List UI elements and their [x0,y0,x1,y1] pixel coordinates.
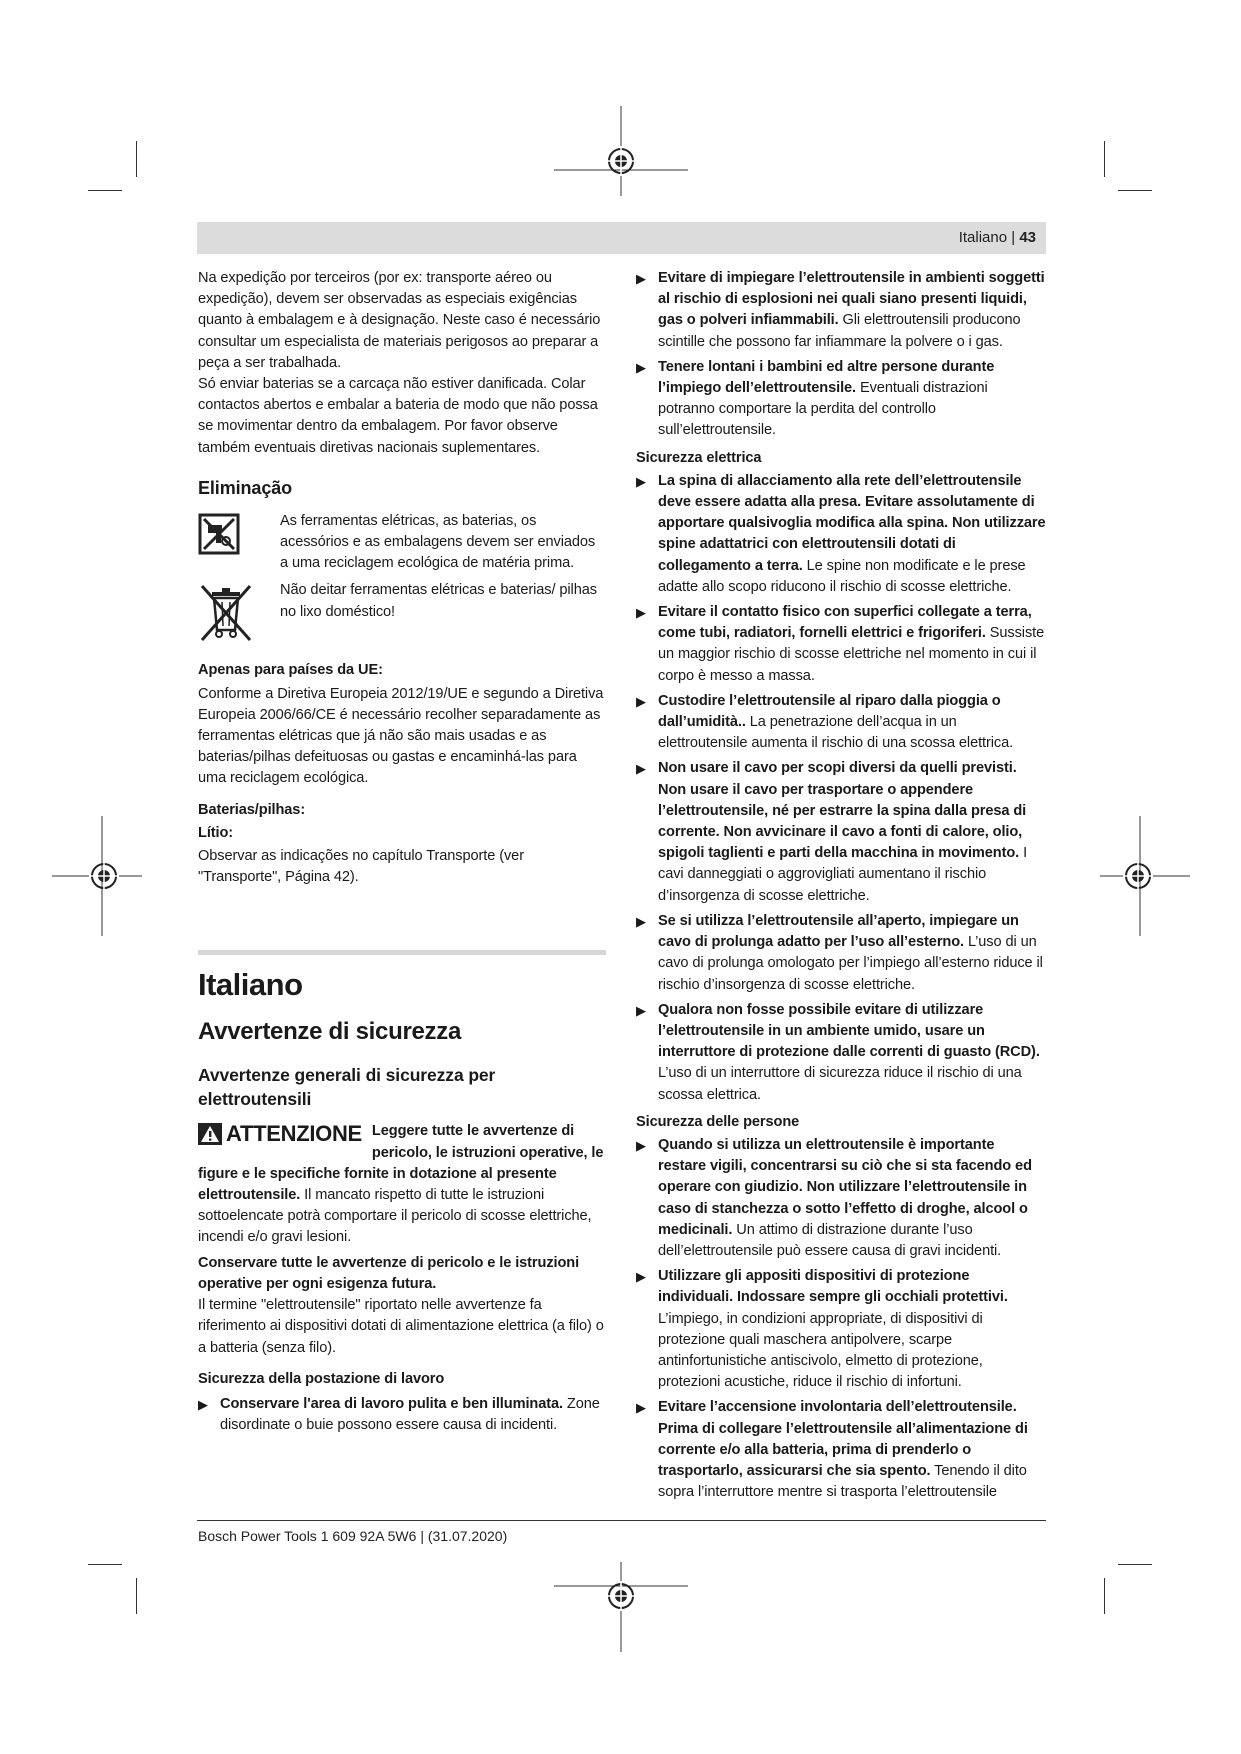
list-item [636,357,1046,442]
bullet-text: Le spine non modificate e le prese adatte allo scopo riducono il rischio di scosse elettriche. [658,557,1026,595]
eu-heading: Apenas para países da UE: [198,662,383,679]
bullet-bold: Custodire l’elettroutensile al riparo dalla pioggia o dall’umidità.. [658,692,1001,731]
bullet-text: L’impiego, in condizioni appropriate, di dispositivi di protezione quali maschera antipolvere, scarpe antinfortunistiche antiscivolo, elmetto di protezione, protezioni acustiche, riduce il rischio di infortuni. [658,1310,983,1391]
electrical-safety-heading: Sicurezza elettrica [636,449,762,466]
bullet-triangle-icon: ▶ [636,1400,646,1416]
section-title: Italiano [198,967,303,1003]
disposal-text-recycle: As ferramentas elétricas, as baterias, os acessórios e as embalagens devem ser enviados a uma reciclagem ecológica de matéria prima. [280,512,596,572]
bullet-text: Tenendo il dito sopra l’interruttore mentre si trasporta l’elettroutensile [658,1462,1027,1501]
crossed-bin-icon [198,582,254,644]
left-column [198,268,606,1440]
crop-mark [88,1564,122,1565]
list-item [636,268,1046,353]
warning-triangle-icon [198,1123,222,1145]
section-divider [198,950,606,955]
crop-mark [1104,141,1105,177]
recycle-tools-icon [198,513,240,555]
bullet-triangle-icon: ▶ [636,1269,646,1285]
list-item [636,471,1046,598]
registration-mark-left [52,816,142,936]
bullet-bold: Qualora non fosse possibile evitare di utilizzare l’elettroutensile in un ambiente umido, usare un interruttore di protezione dalle correnti di guasto (RCD). [658,1001,1040,1061]
bullet-bold: Se si utilizza l’elettroutensile all’aperto, impiegare un cavo di prolunga adatto per l’uso all’esterno. [658,912,1019,951]
bullet-text: Un attimo di distrazione durante l’uso dell’elettroutensile può essere causa di gravi incidenti. [658,1221,1002,1259]
bullet-bold: Conservare l'area di lavoro pulita e ben illuminata. [220,1395,563,1412]
crop-mark [1118,190,1152,191]
keep-instructions-text: Conservare tutte le avvertenze di pericolo e le istruzioni operative per ogni esigenza futura. [198,1254,580,1292]
safety-heading: Avvertenze di sicurezza [198,1018,461,1046]
bullet-text: I cavi danneggiati o aggrovigliati aumentano il rischio d’insorgenza di scosse elettriche. [658,845,1028,904]
bullet-text: Eventuali distrazioni potranno comportare la perdita del controllo sull’elettroutensile. [658,380,988,439]
bullet-triangle-icon: ▶ [198,1396,208,1412]
bullet-bold: La spina di allacciamento alla rete dell’elettroutensile deve essere adatta alla presa. Evitare assolutamente di apportare qualsivoglia modifica alla spina. Non utilizzare spine adattatrici con elettroutensili dotati di collegamento a terra. [658,472,1046,574]
bullet-triangle-icon: ▶ [636,913,646,929]
header-separator: | [1011,229,1016,246]
list-item [636,1397,1046,1503]
bullet-text: Zone disordinate o buie possono essere causa di incidenti. [220,1395,600,1434]
page-number: 43 [1019,229,1036,246]
disposal-row-recycle [198,511,606,575]
page-header [197,222,1046,254]
footer-divider [197,1520,1046,1521]
registration-mark-right [1100,816,1190,936]
bullet-triangle-icon: ▶ [636,1002,646,1018]
header-text [959,229,1036,246]
bullet-bold: Utilizzare gli appositi dispositivi di protezione individuali. Indossare sempre gli occhiali protettivi. [658,1268,1008,1306]
list-item [636,691,1046,755]
warning-block [198,1121,606,1248]
bullet-bold: Quando si utilizza un elettroutensile è importante restare vigili, concentrarsi su ciò che si sta facendo ed operare con giudizio. Non utilizzare l’elettroutensile in caso di stanchezza o sotto l’effetto di droghe, alcool o medicinali. [658,1136,1032,1238]
bullet-text: Gli elettroutensili producono scintille che possono far infiammare la polvere o i gas. [658,312,1021,350]
bullet-triangle-icon: ▶ [636,605,646,621]
page-footer: Bosch Power Tools 1 609 92A 5W6 | (31.07.2020) [198,1528,508,1544]
crop-mark [88,190,122,191]
crop-mark [1118,1564,1152,1565]
bullet-triangle-icon: ▶ [636,359,646,375]
bullet-triangle-icon: ▶ [636,761,646,777]
personal-safety-heading: Sicurezza delle persone [636,1113,800,1130]
warning-label [198,1121,362,1147]
lithium-heading: Lítio: [198,824,234,841]
shipping-paragraph: Na expedição por terceiros (por ex: transporte aéreo ou expedição), devem ser observadas as especiais exigências quanto à embalagem e à designação. Neste caso é necessário consultar um especialista de materiais perigosos ao preparar a peça a ser trabalhada. [198,270,601,371]
disposal-row-bin [198,580,606,644]
workplace-safety-heading: Sicurezza della postazione di lavoro [198,1370,445,1387]
bullet-text: La penetrazione dell’acqua in un elettroutensile aumenta il rischio di una scossa elettrica. [658,714,1014,752]
list-item [198,1394,606,1436]
list-item [636,758,1046,906]
batteries-heading: Baterias/pilhas: [198,801,306,818]
crop-mark [136,1578,137,1614]
header-language: Italiano [958,229,1008,246]
bullet-text: L’uso di un cavo di prolunga omologato per l’impiego all’esterno riduce il rischio d’insorgenza di scosse elettriche. [658,934,1043,993]
term-definition-text: Il termine "elettroutensile" riportato nelle avvertenze fa riferimento ai dispositivi dotati di alimentazione elettrica (a filo) o a batteria (senza filo). [198,1297,604,1356]
warning-bold-text: Leggere tutte le avvertenze di pericolo, le istruzioni operative, le figure e le specifiche fornite in dotazione al presente elettroutensile. [198,1123,604,1204]
general-safety-heading: Avvertenze generali di sicurezza per elettroutensili [198,1065,496,1110]
warning-label-text: ATTENZIONE [226,1121,362,1147]
bullet-text: L’uso di un interruttore di sicurezza riduce il rischio di una scossa elettrica. [658,1065,1022,1103]
bullet-bold: Non usare il cavo per scopi diversi da quelli previsti. Non usare il cavo per trasportare o appendere l’elettroutensile, né per estrarre la spina dalla presa di corrente. Non avvicinare il cavo a fonti di calore, olio, spigoli taglienti e parti della macchina in movimento. [658,760,1027,862]
right-column [636,268,1046,1507]
bullet-triangle-icon: ▶ [636,1137,646,1153]
bullet-bold: Evitare di impiegare l’elettroutensile in ambienti soggetti al rischio di esplosioni nei quali siano presenti liquidi, gas o polveri infiammabili. [658,270,1045,329]
bullet-triangle-icon: ▶ [636,693,646,709]
bullet-bold: Tenere lontani i bambini ed altre persone durante l’impiego dell’elettroutensile. [658,358,995,397]
list-item [636,911,1046,996]
disposal-text-bin: Não deitar ferramentas elétricas e baterias/ pilhas no lixo doméstico! [280,582,597,620]
registration-mark-bottom [554,1562,688,1652]
registration-mark-top [554,106,688,196]
list-item [636,602,1046,687]
warning-text: Il mancato rispetto di tutte le istruzioni sottoelencate potrà comportare il pericolo di scosse elettriche, incendi e/o gravi lesioni. [198,1187,592,1246]
bullet-triangle-icon: ▶ [636,473,646,489]
battery-shipping-paragraph: Só enviar baterias se a carcaça não estiver danificada. Colar contactos abertos e embalar a bateria de modo que não possa se movimentar dentro da embalagem. Por favor observe também eventuais diretivas nacionais suplementares. [198,376,598,456]
list-item [636,1000,1046,1106]
crop-mark [1104,1578,1105,1614]
disposal-heading: Eliminação [198,477,293,498]
list-item [636,1135,1046,1262]
bullet-bold: Evitare il contatto fisico con superfici collegate a terra, come tubi, radiatori, fornelli elettrici e frigoriferi. [658,604,1032,642]
lithium-text: Observar as indicações no capítulo Transporte (ver "Transporte", Página 42). [198,848,524,886]
crop-mark [136,141,137,177]
list-item [636,1266,1046,1393]
bullet-text: Sussiste un maggior rischio di scosse elettriche nel momento in cui il corpo è messo a massa. [658,625,1045,684]
bullet-bold: Evitare l’accensione involontaria dell’elettroutensile. Prima di collegare l’elettroutensile all’alimentazione di corrente e/o alla batteria, prima di prenderlo o trasportarlo, assicurarsi che sia spento. [658,1399,1028,1479]
eu-text: Conforme a Diretiva Europeia 2012/19/UE e segundo a Diretiva Europeia 2006/66/CE é necessário recolher separadamente as ferramentas elétricas que já não são mais usadas e as baterias/pilhas defeituosas ou gastas e encaminhá-las para uma reciclagem ecológica. [198,685,604,787]
bullet-triangle-icon: ▶ [636,271,646,286]
